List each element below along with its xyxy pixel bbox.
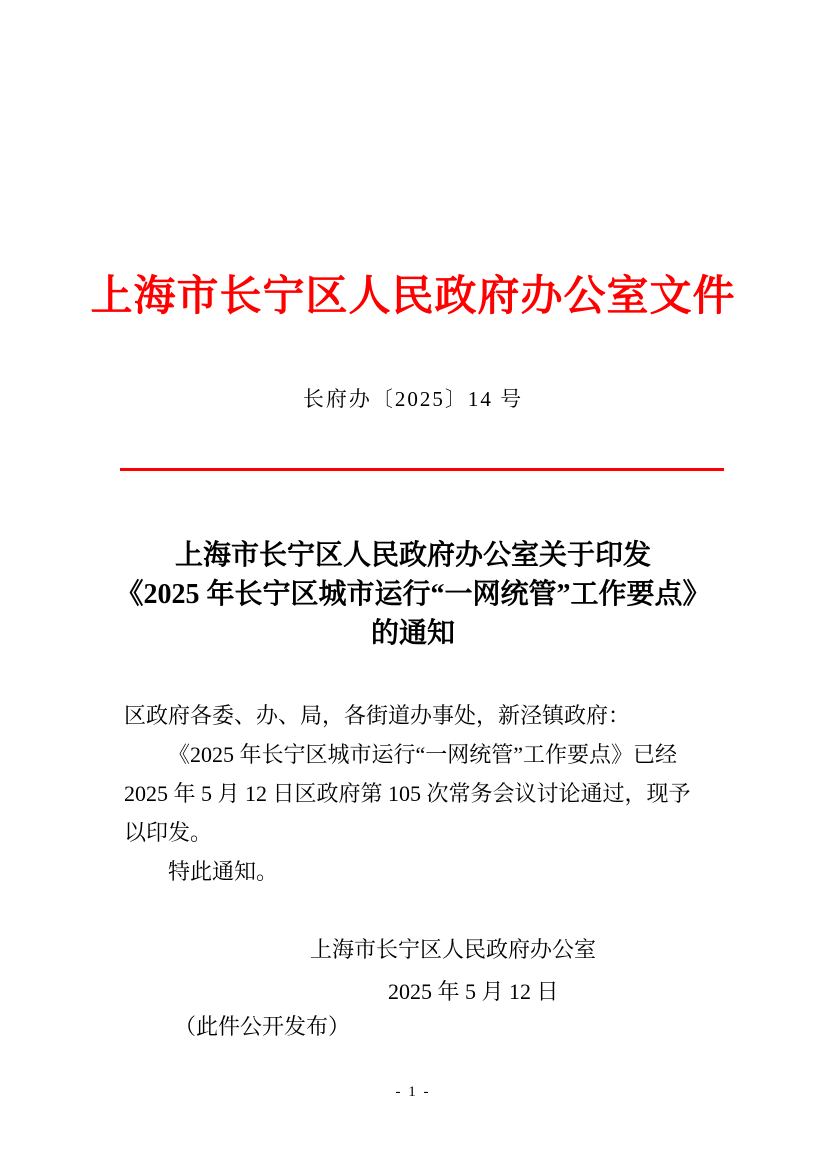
document-body	[124, 696, 710, 891]
document-title-line1: 上海市长宁区人民政府办公室关于印发	[174, 540, 651, 571]
signature-org: 上海市长宁区人民政府办公室	[310, 937, 597, 962]
page-number: - 1 -	[395, 1084, 431, 1100]
document-number: 长府办〔2025〕14 号	[302, 387, 524, 411]
paragraph-line: 《2025 年长宁区城市运行“一网统管”工作要点》已经	[168, 742, 678, 767]
letterhead-title: 上海市长宁区人民政府办公室文件	[90, 274, 736, 320]
document-title-line2: 《2025 年长宁区城市运行“一网统管”工作要点》	[115, 579, 711, 610]
document-title	[50, 536, 776, 653]
closing-line: 特此通知。	[168, 859, 279, 884]
document-title-line3: 的通知	[370, 618, 455, 649]
paragraph-line: 以印发。	[124, 820, 213, 845]
red-divider-line	[120, 468, 724, 471]
salutation-line: 区政府各委、办、局，各街道办事处，新泾镇政府：	[124, 703, 631, 728]
signature-date: 2025 年 5 月 12 日	[388, 979, 559, 1004]
public-release-note: （此件公开发布）	[174, 1014, 351, 1039]
paragraph-line: 2025 年 5 月 12 日区政府第 105 次常务会议讨论通过，现予	[124, 781, 691, 806]
